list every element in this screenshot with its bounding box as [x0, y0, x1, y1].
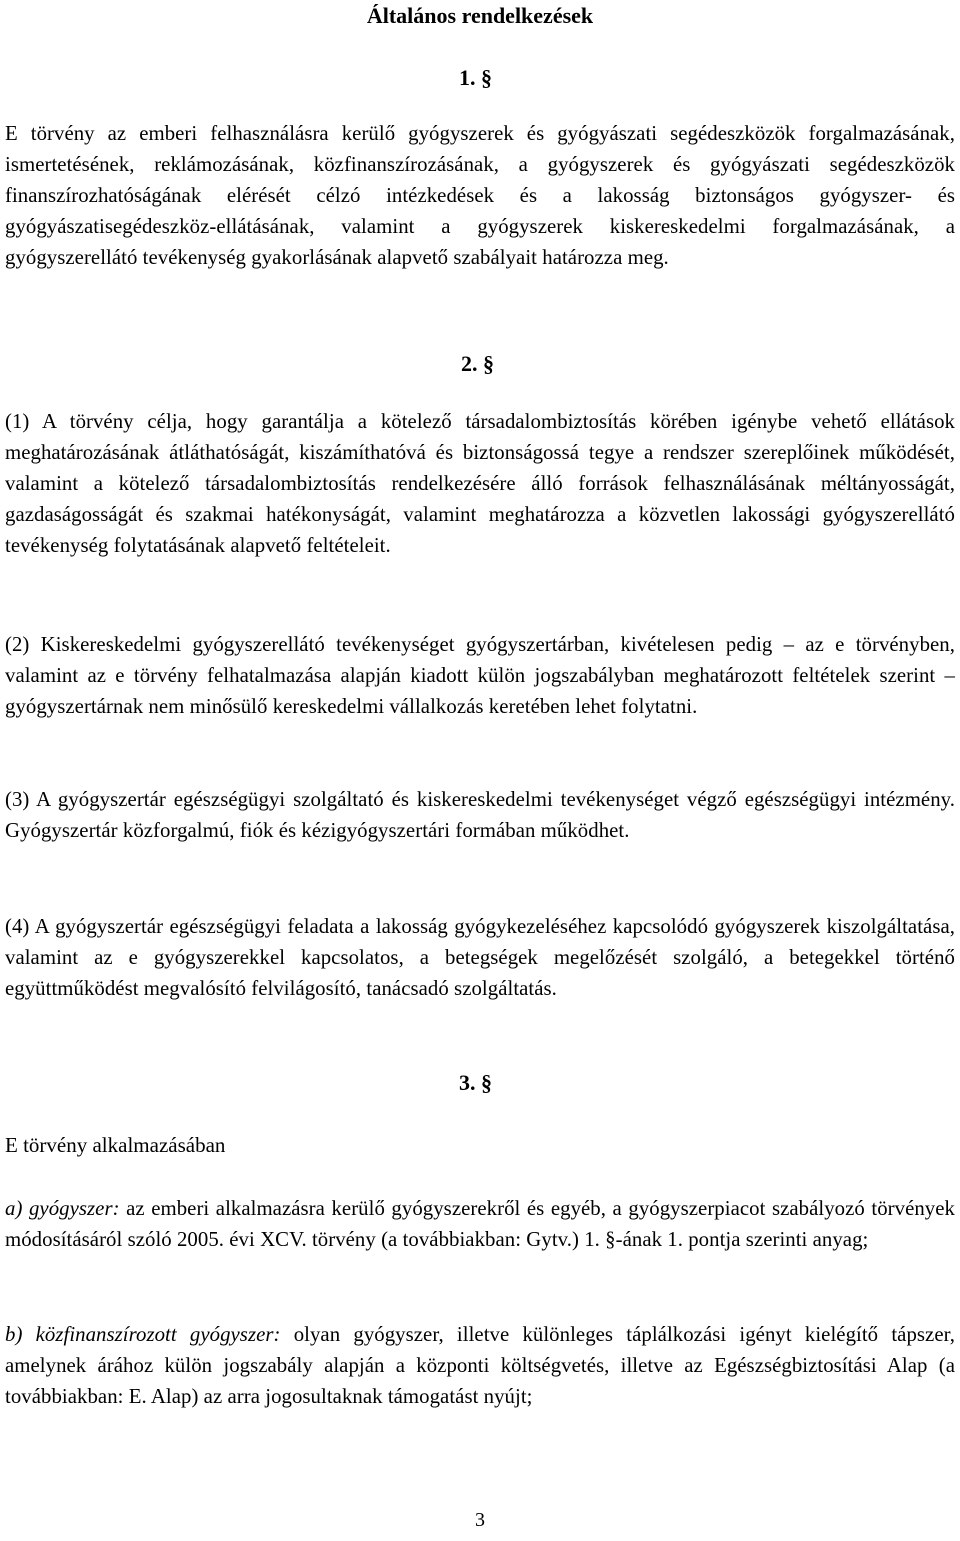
section-2-paragraph-2: (2) Kiskereskedelmi gyógyszerellátó tevékenységet gyógyszertárban, kivételesen pedig – az e törvényben, valamint az e törvény felhatalmazása alapján kiadott külön jogszabályban meghatározott feltételek szerint – gyógyszertárnak nem minősülő kereskedelmi vállalkozás keretében lehet folytatni. — [5, 633, 955, 718]
page-title: Általános rendelkezések — [366, 3, 594, 28]
section-2-number: 2. § — [461, 351, 494, 376]
definition-b — [5, 1319, 955, 1412]
section-2-paragraph-4: (4) A gyógyszertár egészségügyi feladata a lakosság gyógykezeléséhez kapcsolódó gyógyszerek kiszolgáltatása, valamint az e gyógyszerekkel kapcsolatos, a betegségek megelőzését szolgáló, a betegekkel történő együttműködést megvalósító felvilágosító, tanácsadó szolgáltatás. — [5, 915, 955, 1000]
section-3-number: 3. § — [459, 1070, 492, 1095]
section-1-number: 1. § — [459, 65, 492, 90]
definition-b-term: b) közfinanszírozott gyógyszer: — [5, 1323, 281, 1346]
section-3-intro: E törvény alkalmazásában — [5, 1133, 226, 1157]
definition-a-text: az emberi alkalmazásra kerülő gyógyszerekről és egyéb, a gyógyszerpiacot szabályozó törvények módosításáról szóló 2005. évi XCV. törvény (a továbbiakban: Gytv.) 1. §-ának 1. pontja szerinti anyag; — [5, 1197, 955, 1251]
definition-b-text: olyan gyógyszer, illetve különleges táplálkozási igényt kielégítő tápszer, amelynek árához külön jogszabály alapján a központi költségvetés, illetve az Egészségbiztosítási Alap (a továbbiakban: E. Alap) az arra jogosultaknak támogatást nyújt; — [5, 1323, 955, 1408]
page-number: 3 — [475, 1509, 485, 1531]
section-2-paragraph-1: (1) A törvény célja, hogy garantálja a kötelező társadalombiztosítás körében igénybe vehető ellátások meghatározásának átláthatóságát, kiszámíthatóvá és biztonságossá tegye a rendszer szereplőinek működését, valamint a kötelező társadalombiztosítás rendelkezésére álló források felhasználásának méltányosságát, gazdaságosságát és szakmai hatékonyságát, valamint meghatározza a közvetlen lakossági gyógyszerellátó tevékenység folytatásának alapvető feltételeit. — [5, 410, 955, 557]
section-2-paragraph-3: (3) A gyógyszertár egészségügyi szolgáltató és kiskereskedelmi tevékenységet végző egészségügyi intézmény. Gyógyszertár közforgalmú, fiók és kézigyógyszertári formában működhet. — [5, 788, 955, 842]
section-1-text: E törvény az emberi felhasználásra kerülő gyógyszerek és gyógyászati segédeszközök forgalmazásának, ismertetésének, reklámozásának, közfinanszírozásának, a gyógyszerek és gyógyászati segédeszközök finanszírozhatóságának elérését célzó intézkedések és a lakosság biztonságos gyógyszer- és gyógyászatisegédeszköz-ellátásának, valamint a gyógyszerek kiskereskedelmi forgalmazásának, a gyógyszerellátó tevékenység gyakorlásának alapvető szabályait határozza meg. — [5, 122, 955, 269]
definition-a-term: a) gyógyszer: — [5, 1197, 120, 1220]
definition-a — [5, 1193, 955, 1255]
